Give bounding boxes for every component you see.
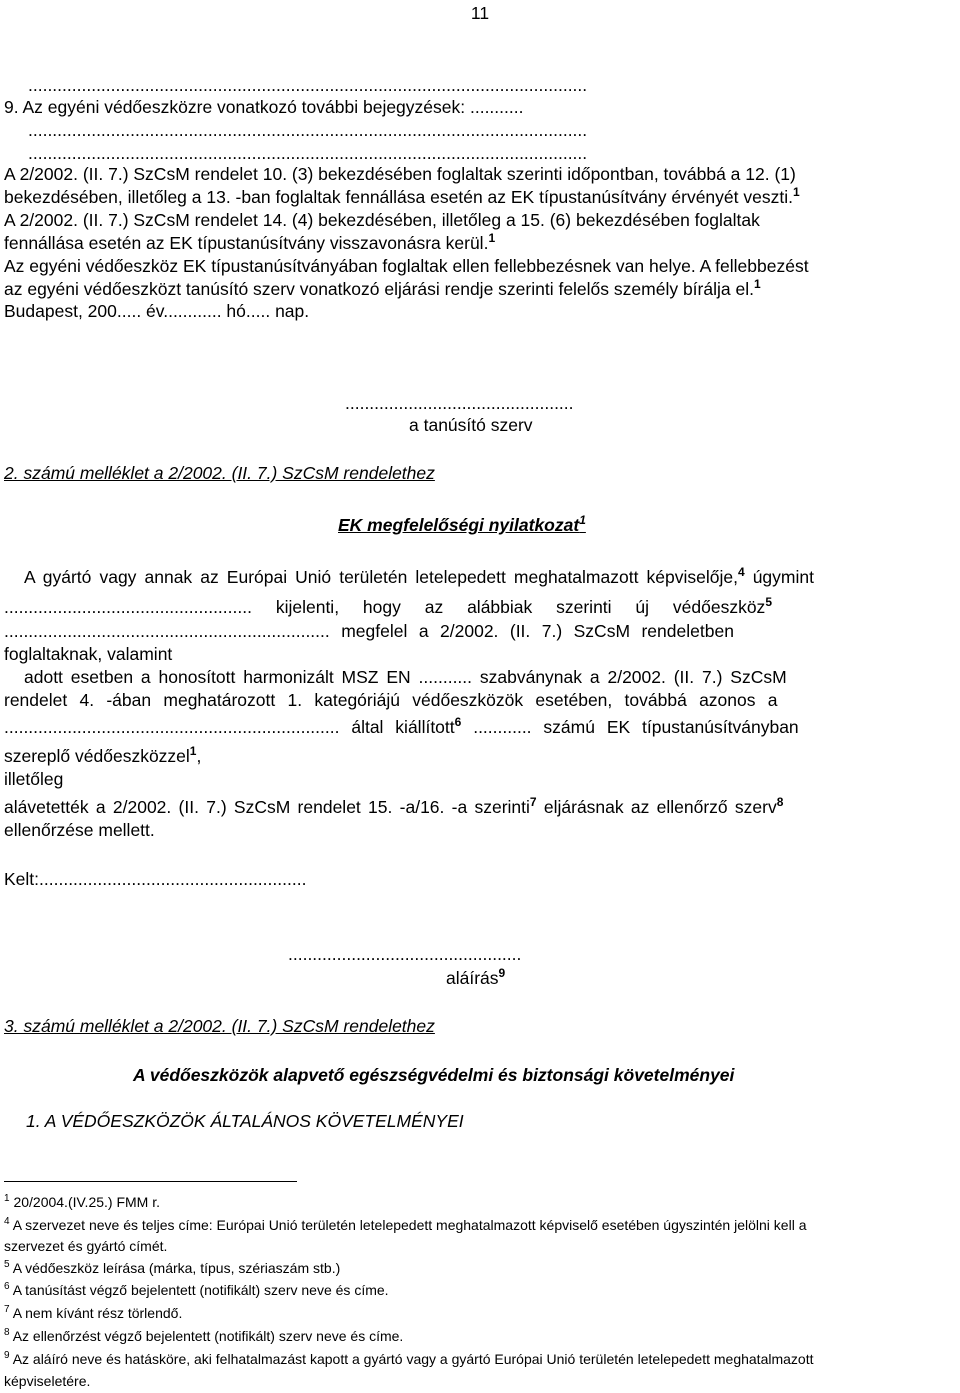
declaration-line: ................................................................... megfelel a 2/2002. (II. 7.) SzCsM rendeletben xyxy=(4,621,734,641)
signature-label xyxy=(446,967,505,989)
footnote xyxy=(4,1328,403,1345)
signature-dots: ................................................ xyxy=(288,944,522,964)
footnote xyxy=(4,1217,806,1234)
footnote xyxy=(4,1260,340,1277)
kelt-line: Kelt:....................................................... xyxy=(4,869,307,889)
section-9-heading: 9. Az egyéni védőeszközre vonatkozó további bejegyzések: ........... xyxy=(4,97,524,117)
dotted-line: ................................................................................................................... xyxy=(28,75,588,95)
paragraph-line: A 2/2002. (II. 7.) SzCsM rendelet 10. (3) bekezdésében foglaltak szerinti időpontban, továbbá a 12. (1) xyxy=(4,164,796,184)
footnote-ref: 8 xyxy=(776,795,784,809)
paragraph-line: A 2/2002. (II. 7.) SzCsM rendelet 14. (4) bekezdésében, illetőleg a 15. (6) bekezdésében foglaltak xyxy=(4,210,760,230)
declaration-line: illetőleg xyxy=(4,769,64,789)
declaration-line xyxy=(4,596,772,618)
declaration-text: ..................................................................... által kiállított xyxy=(4,717,455,737)
footnote-ref: 9 xyxy=(498,966,506,980)
declaration-text: A gyártó vagy annak az Európai Unió területén letelepedett meghatalmazott képviselője, xyxy=(24,567,738,587)
footnote-text: Az aláíró neve és hatásköre, aki felhatalmazást kapott a gyártó vagy a gyártó Európai Unió területén letelepedett meghatalmazott xyxy=(12,1351,814,1367)
declaration-line: ellenőrzése mellett. xyxy=(4,820,155,840)
paragraph-text: fennállása esetén az EK típustanúsítvány visszavonásra kerül. xyxy=(4,233,489,253)
page-number: 11 xyxy=(470,3,490,23)
footnote-ref: 1 xyxy=(792,185,800,199)
footnote-ref: 5 xyxy=(765,595,772,609)
title-text: EK megfelelőségi nyilatkozat xyxy=(338,515,580,535)
declaration-line: szereplő védőeszközzel$^1$, xyxy=(4,744,202,766)
signature-label-text: aláírás xyxy=(446,968,499,988)
dotted-line: ................................................................................................................... xyxy=(28,143,588,163)
declaration-text: ............ számú EK típustanúsítványban xyxy=(473,717,799,737)
declaration-line: foglaltaknak, valamint xyxy=(4,644,173,664)
footnote-number: 8 xyxy=(4,1327,10,1338)
footnote xyxy=(4,1194,160,1211)
declaration-line xyxy=(4,796,783,818)
footnote-number: 6 xyxy=(4,1281,10,1292)
footnote-ref: 1 xyxy=(579,513,586,527)
declaration-line: rendelet 4. -ában meghatározott 1. kategóriájú védőeszközök esetében, továbbá azonos a xyxy=(4,690,778,710)
declaration-line: A gyártó vagy annak az Európai Unió területén letelepedett meghatalmazott képviselője,$^4$ úgymint xyxy=(24,565,814,587)
signature-dots: ............................................... xyxy=(345,393,574,413)
footnote-continuation: szervezet és gyártó címét. xyxy=(4,1238,168,1254)
date-line: Budapest, 200..... év............ hó..... nap. xyxy=(4,301,310,321)
footnote-text: A nem kívánt rész törlendő. xyxy=(12,1305,183,1321)
footnote-ref: 6 xyxy=(454,715,462,729)
footnote-text: A tanúsítást végző bejelentett (notifikált) szerv neve és címe. xyxy=(12,1282,389,1298)
footnote xyxy=(4,1351,813,1368)
paragraph-text: az egyéni védőeszközt tanúsító szerv vonatkozó eljárási rendje szerinti felelős személy bírálja el. xyxy=(4,279,754,299)
footnote-ref: 1 xyxy=(753,277,761,291)
footnote-text: 20/2004.(IV.25.) FMM r. xyxy=(13,1194,161,1210)
paragraph-text: bekezdésében, illetőleg a 13. -ban foglaltak fennállása esetén az EK típustanúsítvány érvényét veszti. xyxy=(4,187,793,207)
annex-2-title xyxy=(338,514,586,536)
footnote xyxy=(4,1282,389,1299)
annex-3-title: A védőeszközök alapvető egészségvédelmi és biztonsági követelményei xyxy=(133,1065,735,1085)
footnote-ref: 1 xyxy=(189,744,197,758)
declaration-line xyxy=(4,716,799,738)
footnote-ref: 1 xyxy=(488,231,496,245)
footnote-text: A védőeszköz leírása (márka, típus, szériaszám stb.) xyxy=(12,1260,341,1276)
paragraph-line xyxy=(4,186,800,208)
signature-label: a tanúsító szerv xyxy=(409,415,533,435)
footnote-text: Az ellenőrzést végző bejelentett (notifikált) szerv neve és címe. xyxy=(12,1328,404,1344)
declaration-text: eljárásnak az ellenőrző szerv xyxy=(543,797,777,817)
footnote-text: A szervezet neve és teljes címe: Európai Unió területén letelepedett meghatalmazott képviselő esetében úgyszintén jelölni kell a xyxy=(12,1217,807,1233)
footnote-number: 1 xyxy=(4,1193,10,1204)
annex-3-heading: 3. számú melléklet a 2/2002. (II. 7.) SzCsM rendelethez xyxy=(4,1016,435,1036)
footnote-ref: 4 xyxy=(737,565,745,579)
footnote-number: 5 xyxy=(4,1259,10,1270)
paragraph-line: Az egyéni védőeszköz EK típustanúsítványában foglaltak ellen fellebbezésnek van helye. A fellebbezést xyxy=(4,256,809,276)
footnote xyxy=(4,1305,182,1322)
annex-2-heading: 2. számú melléklet a 2/2002. (II. 7.) SzCsM rendelethez xyxy=(4,463,435,483)
footnote-number: 4 xyxy=(4,1216,10,1227)
declaration-line: adott esetben a honosított harmonizált MSZ EN ........... szabványnak a 2/2002. (II. 7.) SzCsM xyxy=(24,667,787,687)
paragraph-line xyxy=(4,278,761,300)
footnote-number: 7 xyxy=(4,1304,10,1315)
declaration-text: ................................................... kijelenti, hogy az alábbiak szerinti új védőeszköz xyxy=(4,597,766,617)
footnote-number: 9 xyxy=(4,1350,10,1361)
dotted-line: ................................................................................................................... xyxy=(28,120,588,140)
footnote-continuation: képviseletére. xyxy=(4,1373,91,1389)
declaration-text: szereplő védőeszközzel xyxy=(4,746,190,766)
declaration-text: alávetették a 2/2002. (II. 7.) SzCsM rendelet 15. -a/16. -a szerinti xyxy=(4,797,530,817)
footnote-ref: 7 xyxy=(529,795,537,809)
annex-3-subtitle: 1. A VÉDŐESZKÖZÖK ÁLTALÁNOS KÖVETELMÉNYEI xyxy=(26,1111,464,1131)
paragraph-line xyxy=(4,232,495,254)
footnote-separator xyxy=(4,1181,297,1182)
